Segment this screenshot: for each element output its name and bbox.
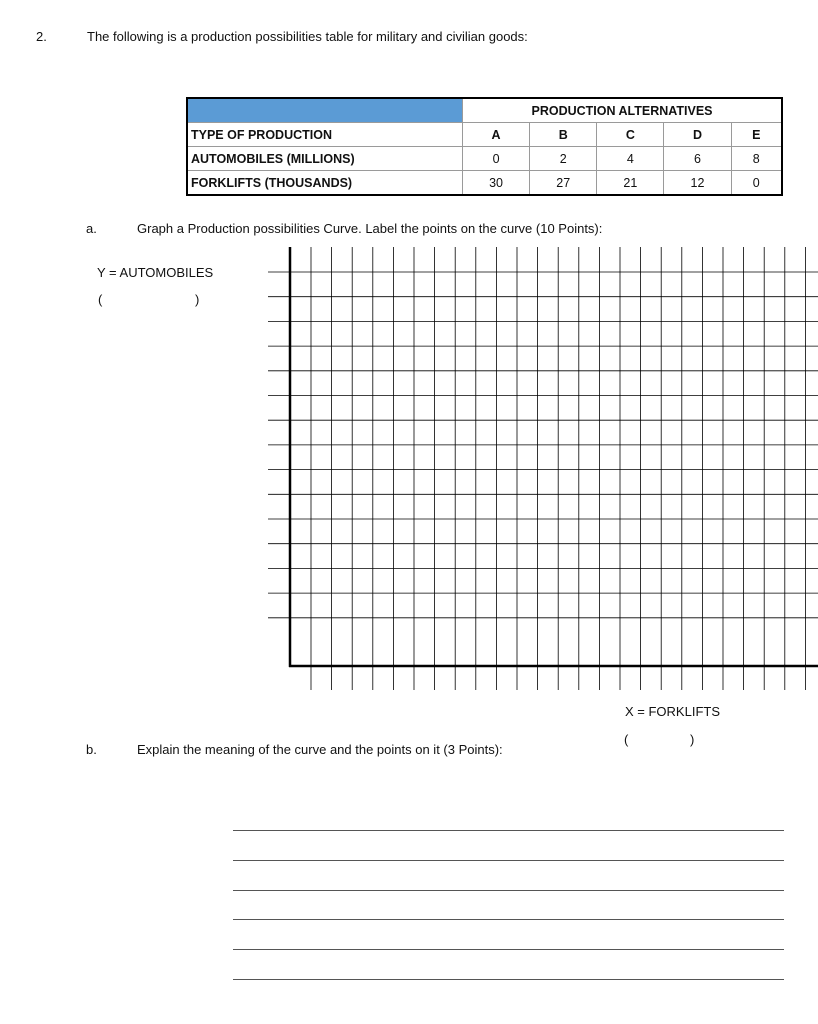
y-units-open-paren: ( xyxy=(98,292,103,307)
y-units-close-paren: ) xyxy=(195,292,200,307)
answer-line[interactable] xyxy=(233,919,784,920)
row-label-forklifts: FORKLIFTS (THOUSANDS) xyxy=(187,171,463,196)
table-cell: 12 xyxy=(664,171,731,196)
table-cell: 30 xyxy=(463,171,530,196)
column-header-d: D xyxy=(664,123,731,147)
column-header-e: E xyxy=(731,123,782,147)
x-units-close-paren: ) xyxy=(690,732,695,747)
question-number: 2. xyxy=(36,29,47,44)
part-a-letter: a. xyxy=(86,221,97,236)
table-cell: 6 xyxy=(664,147,731,171)
part-a-instruction: Graph a Production possibilities Curve. Label the points on the curve (10 Points): xyxy=(137,221,603,236)
table-cell: 0 xyxy=(731,171,782,196)
column-header-b: B xyxy=(530,123,597,147)
answer-line[interactable] xyxy=(233,979,784,980)
row-label-automobiles: AUTOMOBILES (MILLIONS) xyxy=(187,147,463,171)
answer-line[interactable] xyxy=(233,890,784,891)
table-cell: 4 xyxy=(597,147,664,171)
question-intro: The following is a production possibilities table for military and civilian goods: xyxy=(87,29,528,44)
answer-line[interactable] xyxy=(233,860,784,861)
x-units-open-paren: ( xyxy=(624,732,629,747)
answer-line[interactable] xyxy=(233,830,784,831)
x-axis-label: X = FORKLIFTS xyxy=(625,704,720,719)
answer-line[interactable] xyxy=(233,949,784,950)
table-cell: 0 xyxy=(463,147,530,171)
column-header-c: C xyxy=(597,123,664,147)
column-header-a: A xyxy=(463,123,530,147)
table-cell: 2 xyxy=(530,147,597,171)
table-cell: 27 xyxy=(530,171,597,196)
table-cell: 21 xyxy=(597,171,664,196)
type-of-production-label: TYPE OF PRODUCTION xyxy=(187,123,463,147)
y-axis-label: Y = AUTOMOBILES xyxy=(97,265,214,280)
table-cell: 8 xyxy=(731,147,782,171)
part-b-instruction: Explain the meaning of the curve and the points on it (3 Points): xyxy=(137,742,503,757)
part-b-letter: b. xyxy=(86,742,97,757)
table-header-production-alternatives: PRODUCTION ALTERNATIVES xyxy=(463,98,783,123)
